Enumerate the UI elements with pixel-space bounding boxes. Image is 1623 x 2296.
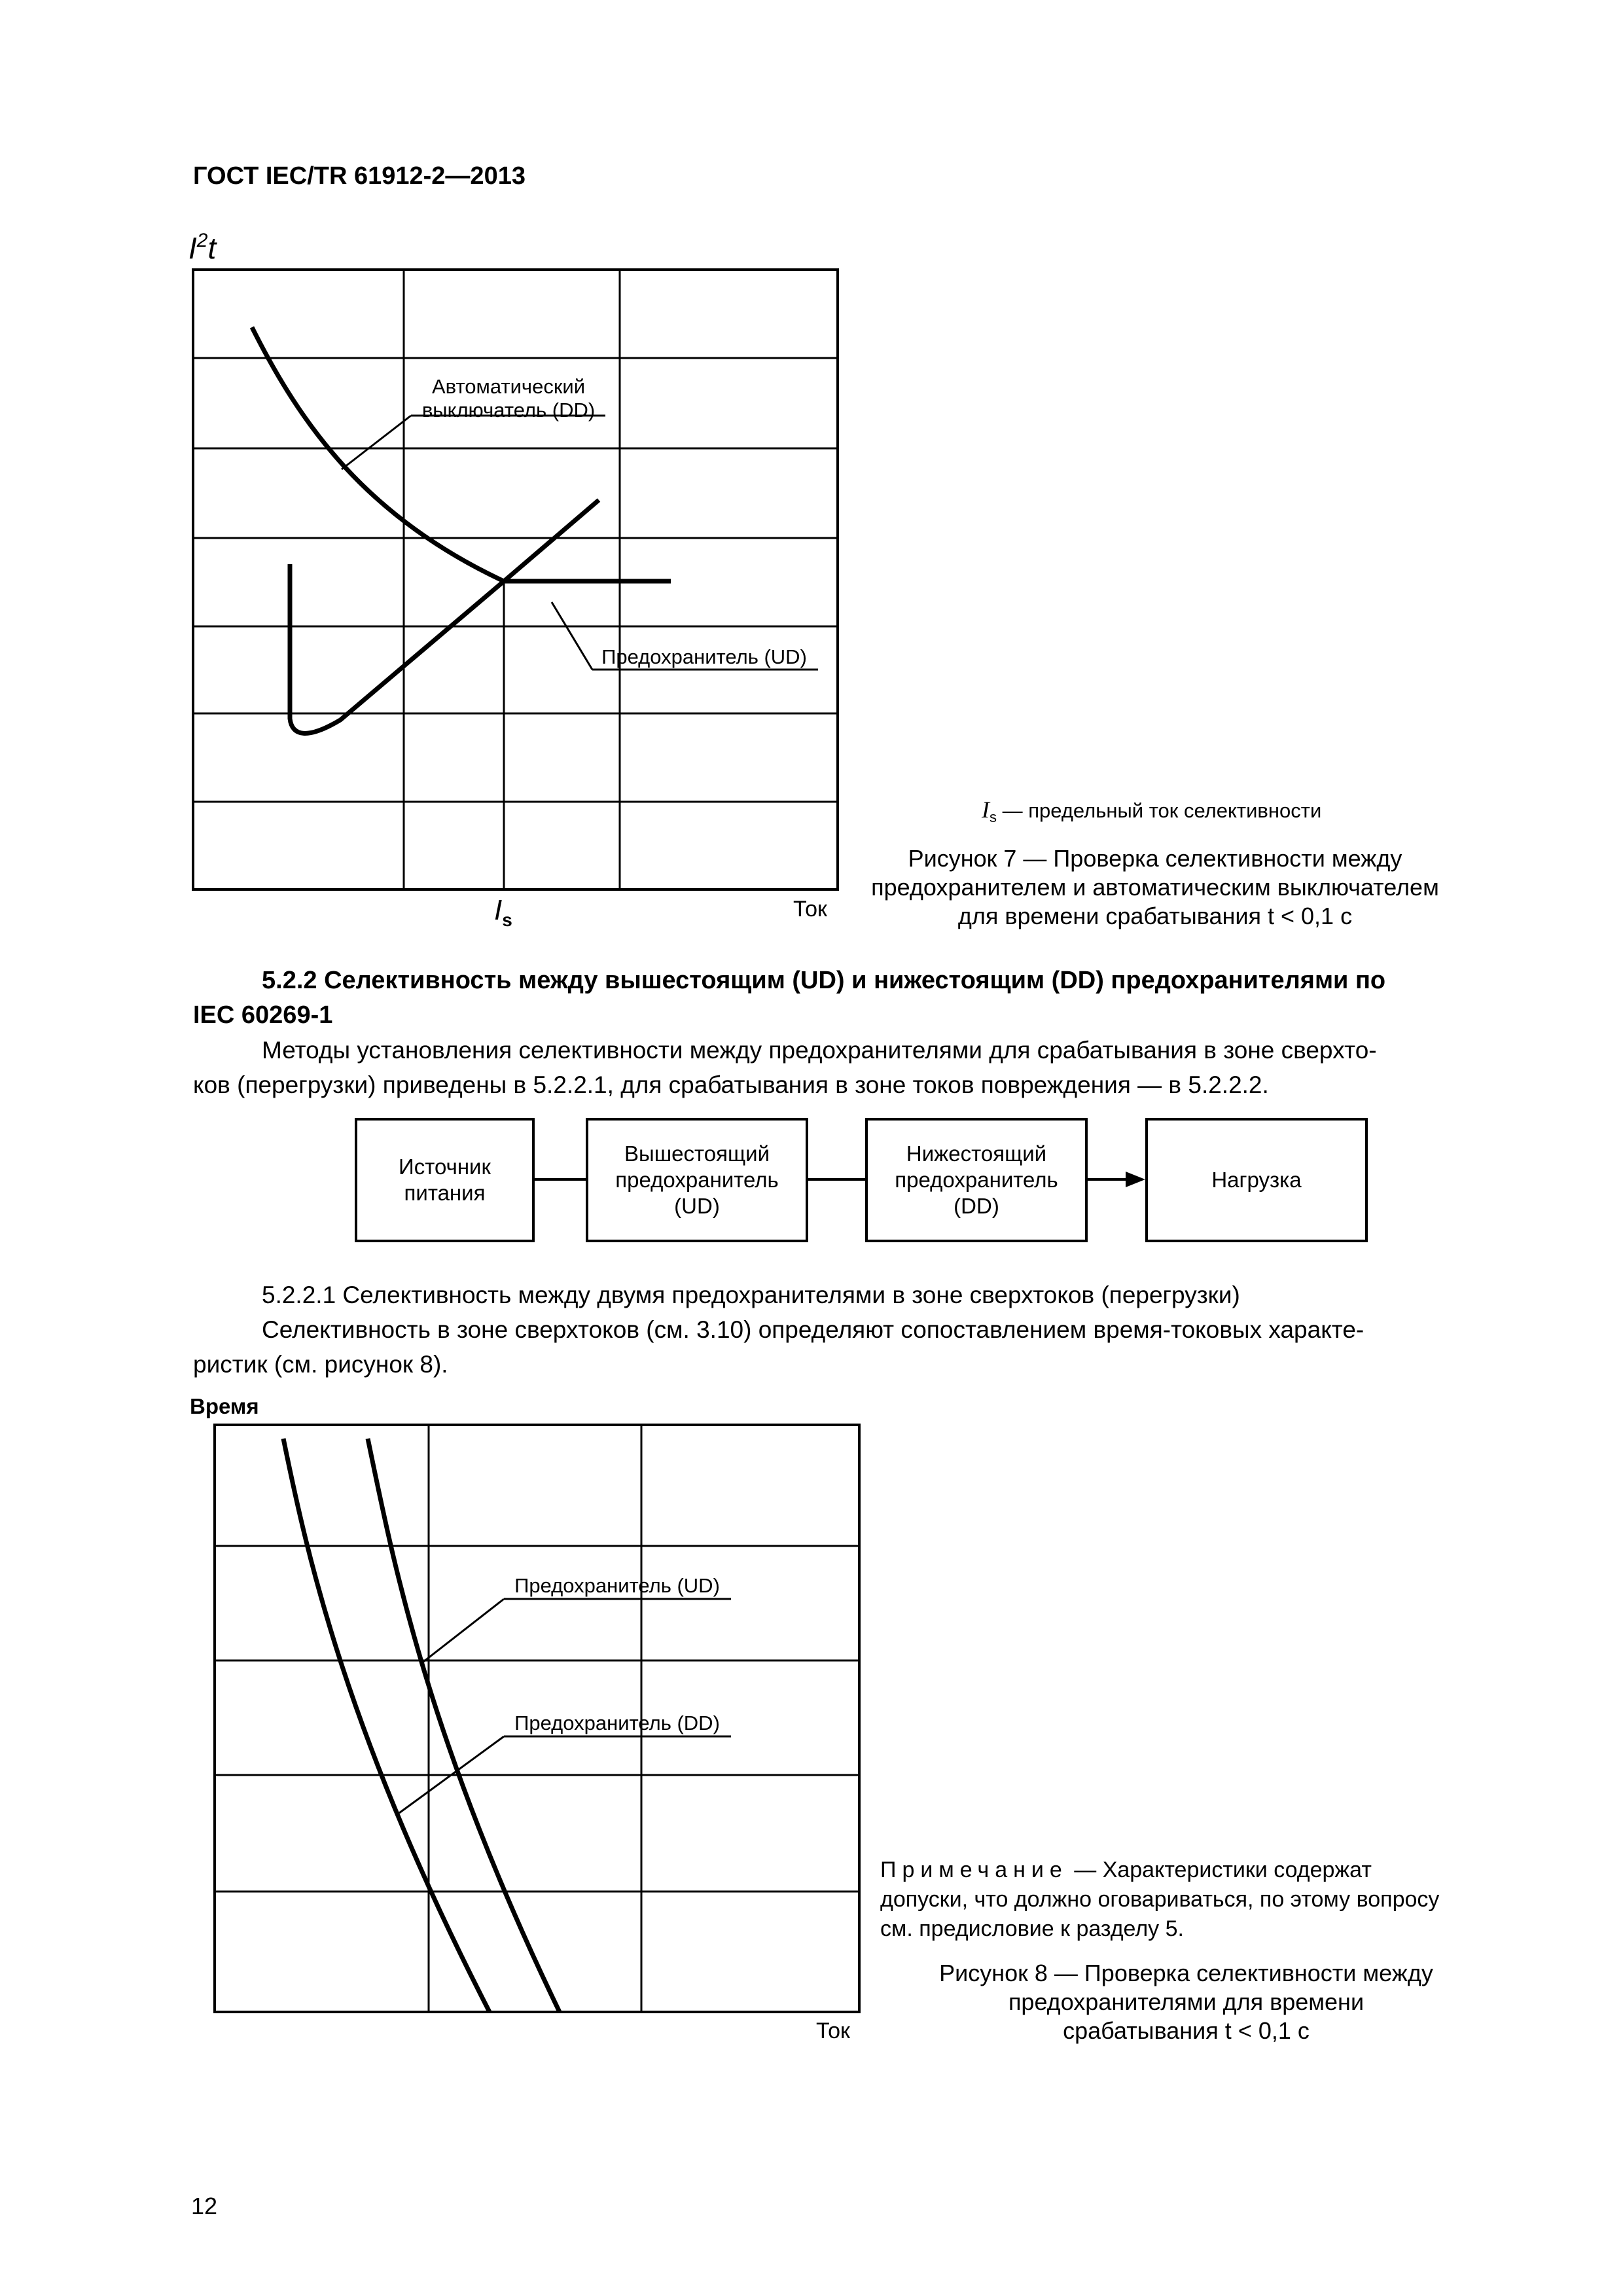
fig8-caption xyxy=(880,1959,1492,2045)
fig8-note-line3: см. предисловие к разделу 5. xyxy=(880,1916,1184,1941)
block-upstream-fuse: Вышестоящий предохранитель (UD) xyxy=(586,1118,808,1242)
page-number: 12 xyxy=(191,2193,218,2219)
fig8-note xyxy=(880,1856,1497,1944)
fig8-note-line1: — Характеристики содержат xyxy=(1067,1857,1372,1882)
fig8-ud-label: Предохранитель (UD) xyxy=(514,1574,720,1597)
document-header: ГОСТ IEC/TR 61912-2—2013 xyxy=(193,162,526,190)
fig7-caption-line2: предохранителем и автоматическим выключателем xyxy=(871,874,1439,901)
fig8-dd-label: Предохранитель (DD) xyxy=(514,1712,720,1734)
section-paragraph-line2: ков (перегрузки) приведены в 5.2.2.1, для срабатывания в зоне токов повреждения — в 5.2.2.2. xyxy=(193,1071,1269,1098)
fig8-y-axis-label: Время xyxy=(190,1394,259,1418)
block-downstream-fuse: Нижестоящий предохранитель (DD) xyxy=(865,1118,1088,1242)
fig7-fuse-label: Предохранитель (UD) xyxy=(601,645,807,668)
fig7-legend-subscript: s xyxy=(990,809,997,826)
fig8-note-line2: допуски, что должно оговариваться, по этому вопросу xyxy=(880,1887,1440,1912)
fig8-ud-leader xyxy=(421,1599,504,1664)
block-load: Нагрузка xyxy=(1145,1118,1368,1242)
fig8-caption-line3: срабатывания t < 0,1 с xyxy=(1063,2017,1310,2044)
section-heading-line2: IEC 60269-1 xyxy=(193,1001,333,1029)
fig7-breaker-label-line2: выключатель (DD) xyxy=(421,399,596,422)
block-power-source: Источник питания xyxy=(355,1118,535,1242)
fig7-is-mark: $I_s$ xyxy=(494,894,512,930)
fig8-x-axis-label: Ток xyxy=(816,2018,850,2043)
subsection-paragraph-line2: ристик (см. рисунок 8). xyxy=(193,1351,448,1378)
fig7-y-axis-label: $I^2t$ xyxy=(188,230,217,265)
fig7-legend-text: — предельный ток селективности xyxy=(1002,799,1322,822)
fig8-caption-line1: Рисунок 8 — Проверка селективности между xyxy=(939,1960,1433,1986)
fig7-caption-line1: Рисунок 7 — Проверка селективности между xyxy=(908,845,1402,872)
fig7-breaker-label-line1: Автоматический xyxy=(431,375,586,398)
section-heading-line1: 5.2.2 Селективность между вышестоящим (UD) и нижестоящим (DD) предохранителями по xyxy=(262,967,1386,994)
subsection-paragraph-line1: Селективность в зоне сверхтоков (см. 3.10) определяют сопоставлением время-токовых характе- xyxy=(262,1316,1364,1343)
fig7-legend-symbol: I xyxy=(982,797,990,823)
fig8-note-prefix: Примечание xyxy=(880,1857,1068,1882)
fig8-caption-line2: предохранителями для времени xyxy=(1008,1988,1364,2015)
fig7-x-axis-label: Ток xyxy=(793,897,827,922)
section-paragraph-line1: Методы установления селективности между предохранителями для срабатывания в зоне сверхто- xyxy=(262,1037,1377,1064)
subsection-title: 5.2.2.1 Селективность между двумя предохранителями в зоне сверхтоков (перегрузки) xyxy=(262,1282,1240,1308)
fig7-caption-line3: для времени срабатывания t < 0,1 с xyxy=(957,903,1353,929)
